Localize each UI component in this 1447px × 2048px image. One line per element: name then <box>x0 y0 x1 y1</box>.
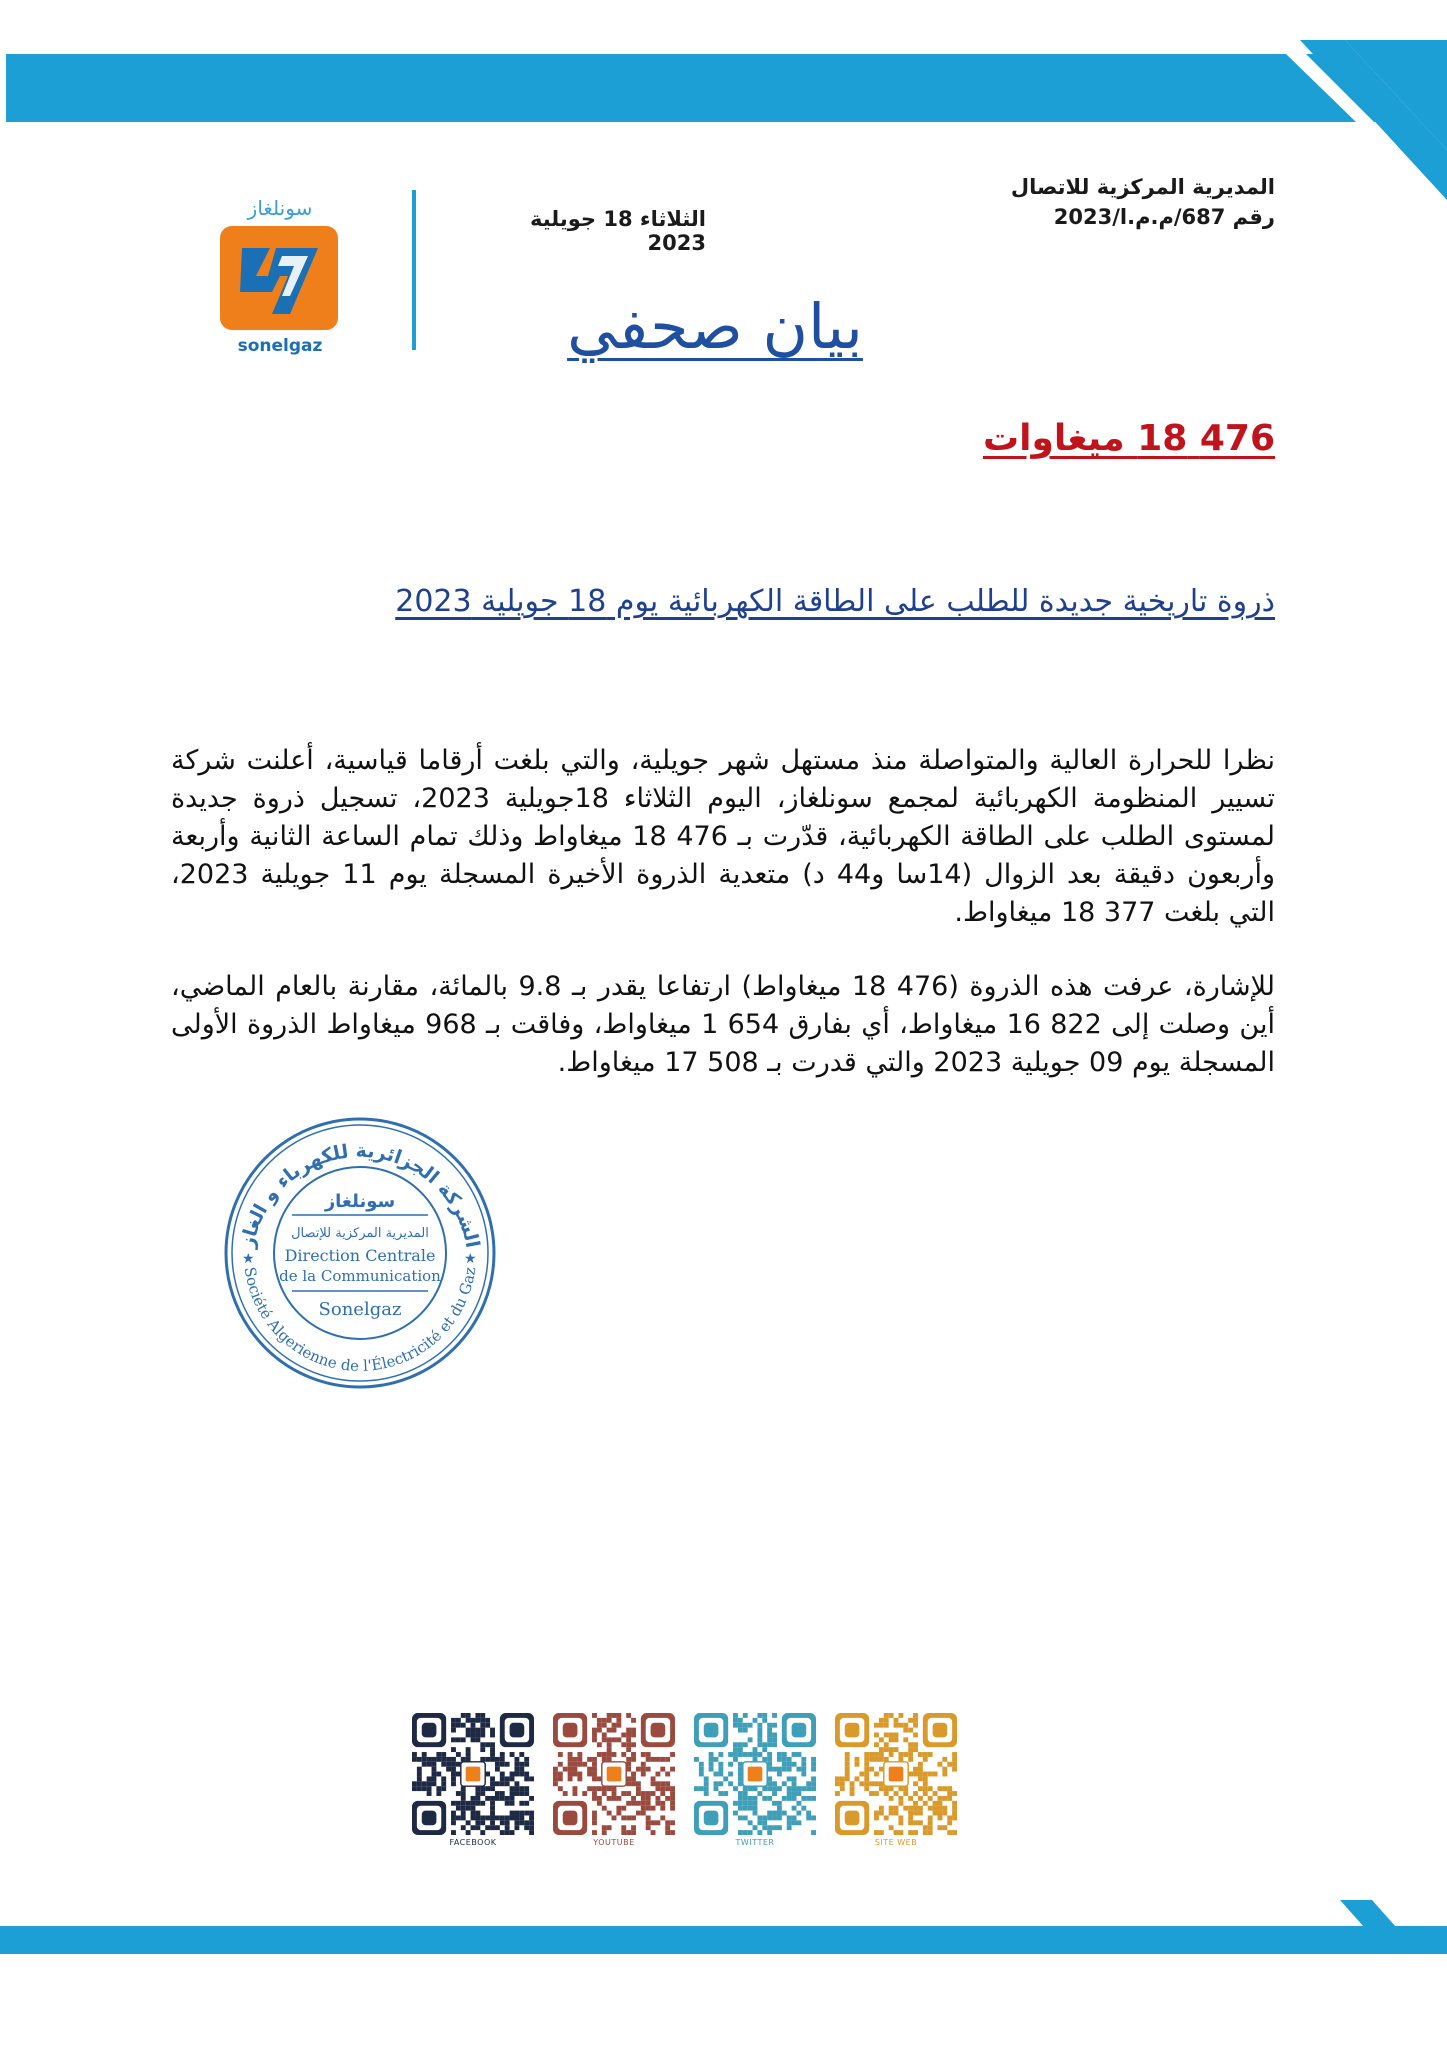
star-icon: ★ <box>242 1251 255 1267</box>
official-stamp <box>222 1115 498 1391</box>
reference-number: رقم 687/م.م.ا/2023 <box>1053 205 1275 229</box>
stamp-dept-french-2: de la Communication <box>279 1267 441 1285</box>
body-paragraph-2: للإشارة، عرفت هذه الذروة (476 18 ميغاواط) ارتفاعا يقدر بـ 9.8 بالمائة، مقارنة بالعام الماضي، أين وصلت إلى 822 16 ميغاواط، أي بفارق 654 1 ميغاواط، وفاقت بـ 968 ميغاواط الذروة الأولى المسجلة يوم 09 جويلية 2023 والتي قدرت بـ 508 17 ميغاواط. <box>171 971 1275 1078</box>
qr-icon <box>412 1713 534 1835</box>
qr-icon <box>835 1713 957 1835</box>
body-paragraph-1: نظرا للحرارة العالية والمتواصلة منذ مستهل شهر جويلية، والتي بلغت أرقاما قياسية، أعلنت شركة تسيير المنظومة الكهربائية لمجمع سونلغاز، اليوم الثلاثاء 18جويلية 2023، تسجيل ذروة جديدة لمستوى الطلب على الطاقة الكهربائية، قدّرت بـ 476 18 ميغاواط وذلك تمام الساعة الثانية وأربعة وأربعون دقيقة بعد الزوال (14سا و44 د) متعدية الذروة الأخيرة المسجلة يوم 11 جويلية 2023، التي بلغت 377 18 ميغاواط. <box>171 745 1275 928</box>
logo-mark <box>220 226 338 330</box>
header-divider <box>412 190 416 350</box>
star-icon: ★ <box>464 1251 477 1267</box>
stamp-brand-latin: Sonelgaz <box>318 1299 402 1320</box>
department-block <box>1011 172 1275 232</box>
qr-code-facebook[interactable] <box>412 1713 534 1847</box>
header-band <box>6 54 1447 122</box>
document-title: بيان صحفي <box>567 290 863 363</box>
subheadline: ذروة تاريخية جديدة للطلب على الطاقة الكهربائية يوم 18 جويلية 2023 <box>395 584 1275 619</box>
qr-label-website: SITE WEB <box>874 1838 918 1847</box>
qr-code-youtube[interactable] <box>553 1713 675 1847</box>
qr-icon <box>553 1713 675 1835</box>
stamp-outer-arabic: الشركة الجزائرية للكهرباء و الغاز <box>236 1139 484 1250</box>
logo-text-arabic: سونلغاز <box>247 196 313 220</box>
department-name: المديرية المركزية للاتصال <box>1010 175 1275 199</box>
qr-code-twitter[interactable] <box>694 1713 816 1847</box>
document-date: الثلاثاء 18 جويلية 2023 <box>529 207 706 255</box>
qr-label-facebook: FACEBOOK <box>449 1838 497 1847</box>
stamp-dept-french-1: Direction Centrale <box>284 1246 436 1265</box>
qr-code-website[interactable] <box>835 1713 957 1847</box>
stamp-dept-arabic: المديرية المركزية للإتصال <box>291 1226 429 1241</box>
qr-icon <box>694 1713 816 1835</box>
qr-label-youtube: YOUTUBE <box>593 1838 635 1847</box>
lightning-icon <box>220 226 338 330</box>
stamp-brand-arabic: سونلغاز <box>324 1191 396 1212</box>
footer-band <box>0 1900 1447 1960</box>
headline: 476 18 ميغاوات <box>982 418 1275 459</box>
qr-label-twitter: TWITTER <box>735 1838 775 1847</box>
header-band-corner <box>1250 40 1447 250</box>
stamp-outer-french: Société Algerienne de l'Électricité et du Gaz <box>240 1265 480 1376</box>
logo-text-latin: sonelgaz <box>237 336 323 356</box>
sonelgaz-logo <box>216 196 344 356</box>
